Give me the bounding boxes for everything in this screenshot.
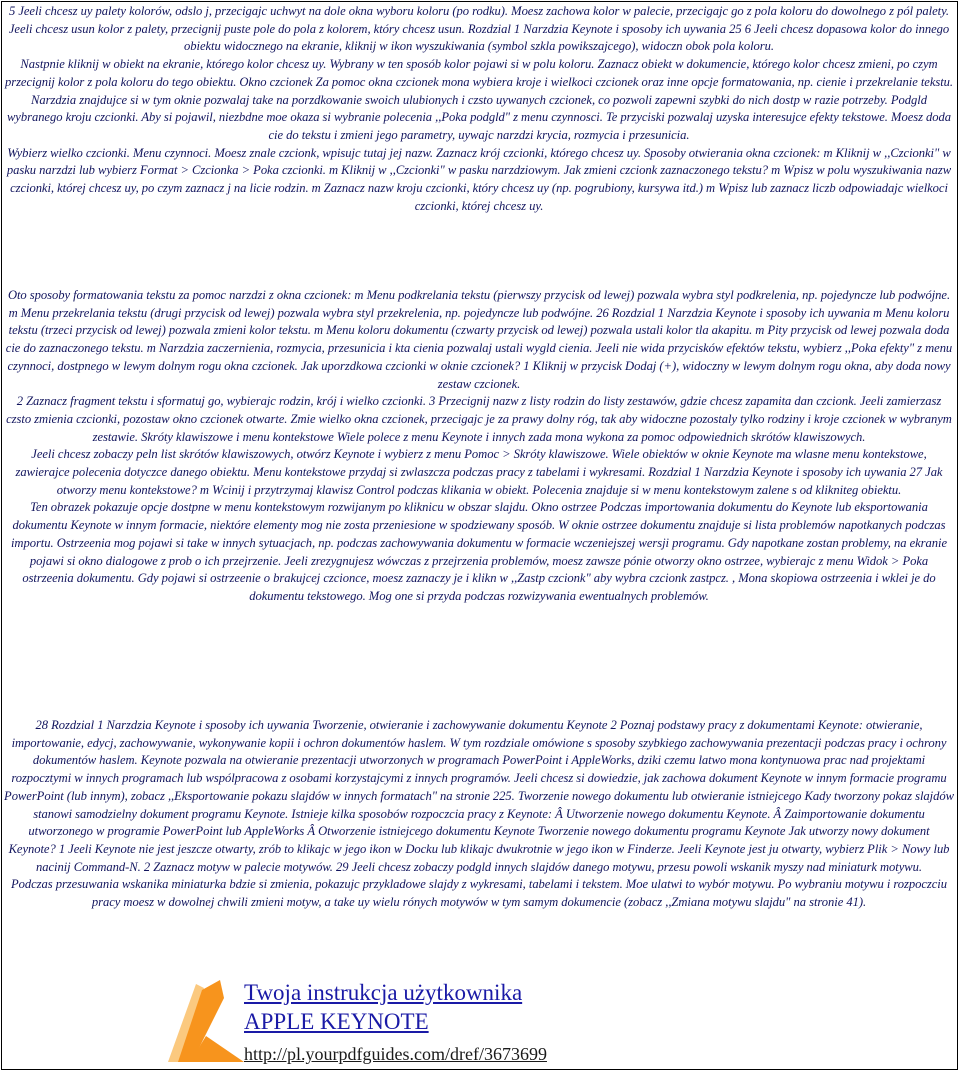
paragraph: Narzdzia znajdujce si w tym oknie pozwalaj take na porzdkowanie swoich ulubionych i czsto uywanych czcionek, co pozwoli zapewni szybki do nich dostp w razie potrzeby. Podgld wybranego kroju czcionki. Aby si pojawil, niezbdne moe okaza si wybranie polecenia ,,Poka podgld" z menu czynnosci. Te przyciski pozwalaj uzyska interesujce efekty tekstowe. Moesz doda cie do tekstu i zmieni jego parametry, uywajc narzdzi krycia, rozmycia i przesunicia. xyxy=(6,92,952,142)
paragraph: 2 Zaznacz fragment tekstu i sformatuj go, wybierajc rodzin, krój i wielko czcionki. 3 Przecignij nazw z listy rodzin do listy zestawów, gdzie chcesz zapamita dan czcionk. Jeeli zamierzasz czsto zmienia czcionki, pozostaw okno czcionek otwarte. Zmie wielko okna czcionek, przecigajc je za prawy dolny róg, tak aby widoczne pozostaly tylko rodziny i kroje czcionek w wybranym zestawie. Skróty klawiszowe i menu kontekstowe Wiele polece z menu Keynote i innych zada mona wykona za pomoc odpowiednich skrótów klawiszowych. xyxy=(6,394,952,444)
paragraph: 5 Jeeli chcesz uy palety kolorów, odslo j, przecigajc uchwyt na dole okna wyboru koloru (po rodku). Moesz zachowa kolor w palecie, przecigajc go z pola koloru do dowolnego z pól palety. Jeeli chcesz usun kolor z palety, przecignij puste pole do pola z kolorem, który chcesz usun. Rozdzial 1 Narzdzia Keynote i sposoby ich uywania 25 6 Jeeli chcesz dopasowa kolor do innego obiektu widocznego na ekranie, kliknij w ikon wyszukiwania (symbol szkla powikszajcego), widoczn obok pola koloru. xyxy=(8,4,950,54)
paragraph: 28 Rozdzial 1 Narzdzia Keynote i sposoby ich uywania Tworzenie, otwieranie i zachowywanie dokumentu Keynote 2 Poznaj podstawy pracy z dokumentami Keynote: otwieranie, importowanie, edycj, zachowywanie, wykonywanie kopii i ochron dokumentów haslem. W tym rozdziale omówione s sposoby szybkiego zachowywania prezentacji podczas pracy i ochrony dokumentów haslem. Keynote pozwala na otwieranie prezentacji utworzonych w programach PowerPoint i AppleWorks, dziki czemu latwo mona kontynuowa prac nad projektami rozpocztymi w innych programach lub wspólpracowa z osobami korzystajcymi z innych programów. Jeeli chcesz si dowiedzie, jak zachowa dokument Keynote w innym formacie programu PowerPoint (lub innym), zobacz ,,Eksportowanie pokazu slajdów w innych formatach" na stronie 225. Tworzenie nowego dokumentu lub otwieranie istniejcego Kady tworzony pokaz slajdów stanowi samodzielny dokument programu Keynote. Istnieje kilka sposobów rozpoczcia pracy z Keynote: Â Utworzenie nowego dokumentu Keynote. Â Zaimportowanie dokumentu utworzonego w programie PowerPoint lub AppleWorks Â Otworzenie istniejcego dokumentu Keynote Tworzenie nowego dokumentu programu Keynote Jak utworzy nowy dokument Keynote? 1 Jeeli Keynote nie jest jeszcze otwarty, zrób to klikajc w jego ikon w Docku lub klikajc dwukrotnie w jego ikon w Finderze. Jeeli Keynote jest ju otwarty, wybierz Plik > Nowy lub nacinij Command-N. 2 Zaznacz motyw w palecie motywów. 29 Jeeli chcesz zobaczy podgld innych slajdów danego motywu, przesu powoli wskanik myszy nad miniaturk motywu. xyxy=(4,718,954,874)
pencil-arrow-icon xyxy=(168,980,244,1062)
manual-title-link[interactable]: Twoja instrukcja użytkownika xyxy=(244,980,523,1005)
paragraph: Ten obrazek pokazuje opcje dostpne w menu kontekstowym rozwijanym po kliknicu w obszar slajdu. Okno ostrzee Podczas importowania dokumentu do Keynote lub eksportowania dokumentu Keynote w innym formacie, niektóre elementy mog nie zosta przeniesione w spodziewany sposób. W oknie ostrzee dokumentu znajduje si lista problemów napotkanych podczas importu. Ostrzeenia mog pojawi si take w innych sytuacjach, np. podczas zachowywania dokumentu w formacie wczeniejszej wersji programu. Gdy napotkane zostan problemy, na ekranie pojawi si okno dialogowe z prob o ich przejrzenie. Jeeli zrezygnujesz wówczas z przejrzenia problemów, moesz zawsze pónie otworzy okno ostrzee, wybierajc z menu Widok > Poka ostrzeenia dokumentu. Gdy pojawi si ostrzeenie o brakujcej czcionce, moesz zaznaczy je i klikn w ,,Zastp czcionk" aby wybra czcionk zastpcz. , Mona skopiowa ostrzeenia i wklei je do dokumentu tekstowego. Mog one si przyda podczas rozwizywania ewentualnych problemów. xyxy=(10,500,948,603)
paragraph: Nastpnie kliknij w obiekt na ekranie, którego kolor chcesz uy. Wybrany w ten sposób kolor pojawi si w polu koloru. Zaznacz obiekt w dokumencie, którego kolor chcesz zmieni, po czym przecignij kolor z pola koloru do tego obiektu. Okno czcionek Za pomoc okna czcionek mona wybiera kroje i wielkoci czcionek oraz inne opcje formatowania, np. cienie i przekrelanie tekstu. xyxy=(4,57,954,89)
product-name-link[interactable]: APPLE KEYNOTE xyxy=(244,1009,429,1034)
footer xyxy=(244,978,547,1066)
paragraph: Podczas przesuwania wskanika miniaturka bdzie si zmienia, pokazujc przykladowe slajdy z wykresami, tabelami i tekstem. Moe ulatwi to wybór motywu. Po wybraniu motywu i rozpoczciu pracy moesz w dowolnej chwili zmieni motyw, a take uy wielu rónych motywów w tym samym dokumencie (zobacz ,,Zmiana motywu slajdu" na stronie 41). xyxy=(10,877,947,910)
paragraph: Wybierz wielko czcionki. Menu czynnoci. Moesz znale czcionk, wpisujc tutaj jej nazw. Zaznacz krój czcionki, którego chcesz uy. Sposoby otwierania okna czcionek: m Kliknij w ,,Czcionki" w pasku narzdzi lub wybierz Format > Czcionka > Poka czcionki. m Kliknij w ,,Czcionki" w pasku narzdziowym. Jak zmieni czcionk zaznaczonego tekstu? m Wpisz w polu wyszukiwania nazw czcionki, której chcesz uy, po czym zaznacz j na licie rodzin. m Zaznacz nazw kroju czcionki, który chcesz uy (np. pogrubiony, kursywa itd.) m Wpisz lub zaznacz liczb odpowiadajc wielkoci czcionki, której chcesz uy. xyxy=(6,145,952,213)
download-url-link[interactable]: http://pl.yourpdfguides.com/dref/3673699 xyxy=(244,1044,547,1064)
paragraph: Oto sposoby formatowania tekstu za pomoc narzdzi z okna czcionek: m Menu podkrelania tekstu (pierwszy przycisk od lewej) pozwala wybra styl podkrelenia, np. pojedyncze lub podwójne. m Menu przekrelania tekstu (drugi przycisk od lewej) pozwala wybra styl przekrelenia, np. pojedyncze lub podwójne. 26 Rozdzial 1 Narzdzia Keynote i sposoby ich uywania m Menu koloru tekstu (trzeci przycisk od lewej) pozwala zmieni kolor tekstu. m Menu koloru dokumentu (czwarty przycisk od lewej) pozwala ustali kolor tla akapitu. m Pity przycisk od lewej pozwala doda cie do zaznaczonego tekstu. m Narzdzia zaczernienia, rozmycia, przesunicia i kta cienia pozwalaj ustali wygld cienia. Jeeli nie wida przycisków efektów tekstu, wybierz ,,Poka efekty" z menu czynnoci, dostpnego w lewym dolnym rogu okna czcionek. Jak uporzdkowa czcionki w oknie czcionek? 1 Kliknij w przycisk Dodaj (+), widoczny w lewym dolnym rogu okna, aby doda nowy zestaw czcionek. xyxy=(5,288,953,391)
text-block-top xyxy=(4,3,954,215)
pencil-arrow-icon-svg xyxy=(168,980,244,1062)
paragraph: Jeeli chcesz zobaczy peln list skrótów klawiszowych, otwórz Keynote i wybierz z menu Pomoc > Skróty klawiszowe. Wiele obiektów w oknie Keynote ma wlasne menu kontekstowe, zawierajce polecenia dotyczce danego obiektu. Menu kontekstowe przydaj si zwlaszcza podczas pracy z tabelami i wykresami. Rozdzial 1 Narzdzia Keynote i sposoby ich uywania 27 Jak otworzy menu kontekstowe? m Wcinij i przytrzymaj klawisz Control podczas klikania w obiekt. Polecenia znajduje si w menu kontekstowym zalene s od klikniteg obiektu. xyxy=(15,447,943,497)
text-block-middle xyxy=(4,287,954,606)
text-block-bottom xyxy=(4,717,954,912)
